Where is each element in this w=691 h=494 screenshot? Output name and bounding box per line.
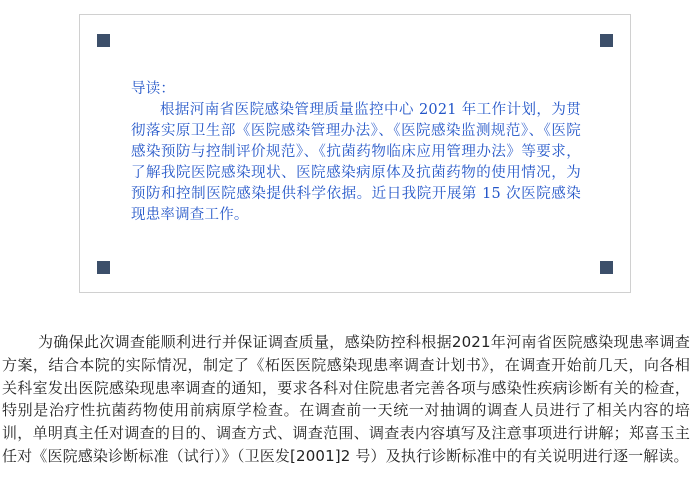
intro-text — [131, 79, 581, 226]
corner-square-icon — [97, 261, 110, 274]
intro-box — [79, 14, 631, 293]
corner-square-icon — [97, 34, 110, 47]
intro-body: 根据河南省医院感染管理质量监控中心 2021 年工作计划，为贯彻落实原卫生部《医院感染管理办法》、《医院感染监测规范》、《医院感染预防与控制评价规范》、《抗菌药物临床应用管理办法》等要求，了解我院医院感染现状、医院感染病原体及抗菌药物的使用情况，为预防和控制医院感染提供科学依据。近日我院开展第 15 次医院感染现患率调查工作。 — [131, 102, 581, 223]
corner-square-icon — [600, 34, 613, 47]
corner-square-icon — [600, 261, 613, 274]
intro-label: 导读： — [131, 81, 176, 97]
article-paragraph: 为确保此次调查能顺利进行并保证调查质量，感染防控科根据2021年河南省医院感染现患率调查方案，结合本院的实际情况，制定了《柘医医院感染现患率调查计划书》，在调查开始前几天，向各相关科室发出医院感染现患率调查的通知，要求各科对住院患者完善各项与感染性疾病诊断有关的检查，特别是治疗性抗菌药物使用前病原学检查。在调查前一天统一对抽调的调查人员进行了相关内容的培训，单明真主任对调查的目的、调查方式、调查范围、调查表内容填写及注意事项进行讲解；郑喜玉主任对《医院感染诊断标准（试行）》（卫医发[2001]2 号）及执行诊断标准中的有关说明进行逐一解读。 — [2, 333, 690, 465]
